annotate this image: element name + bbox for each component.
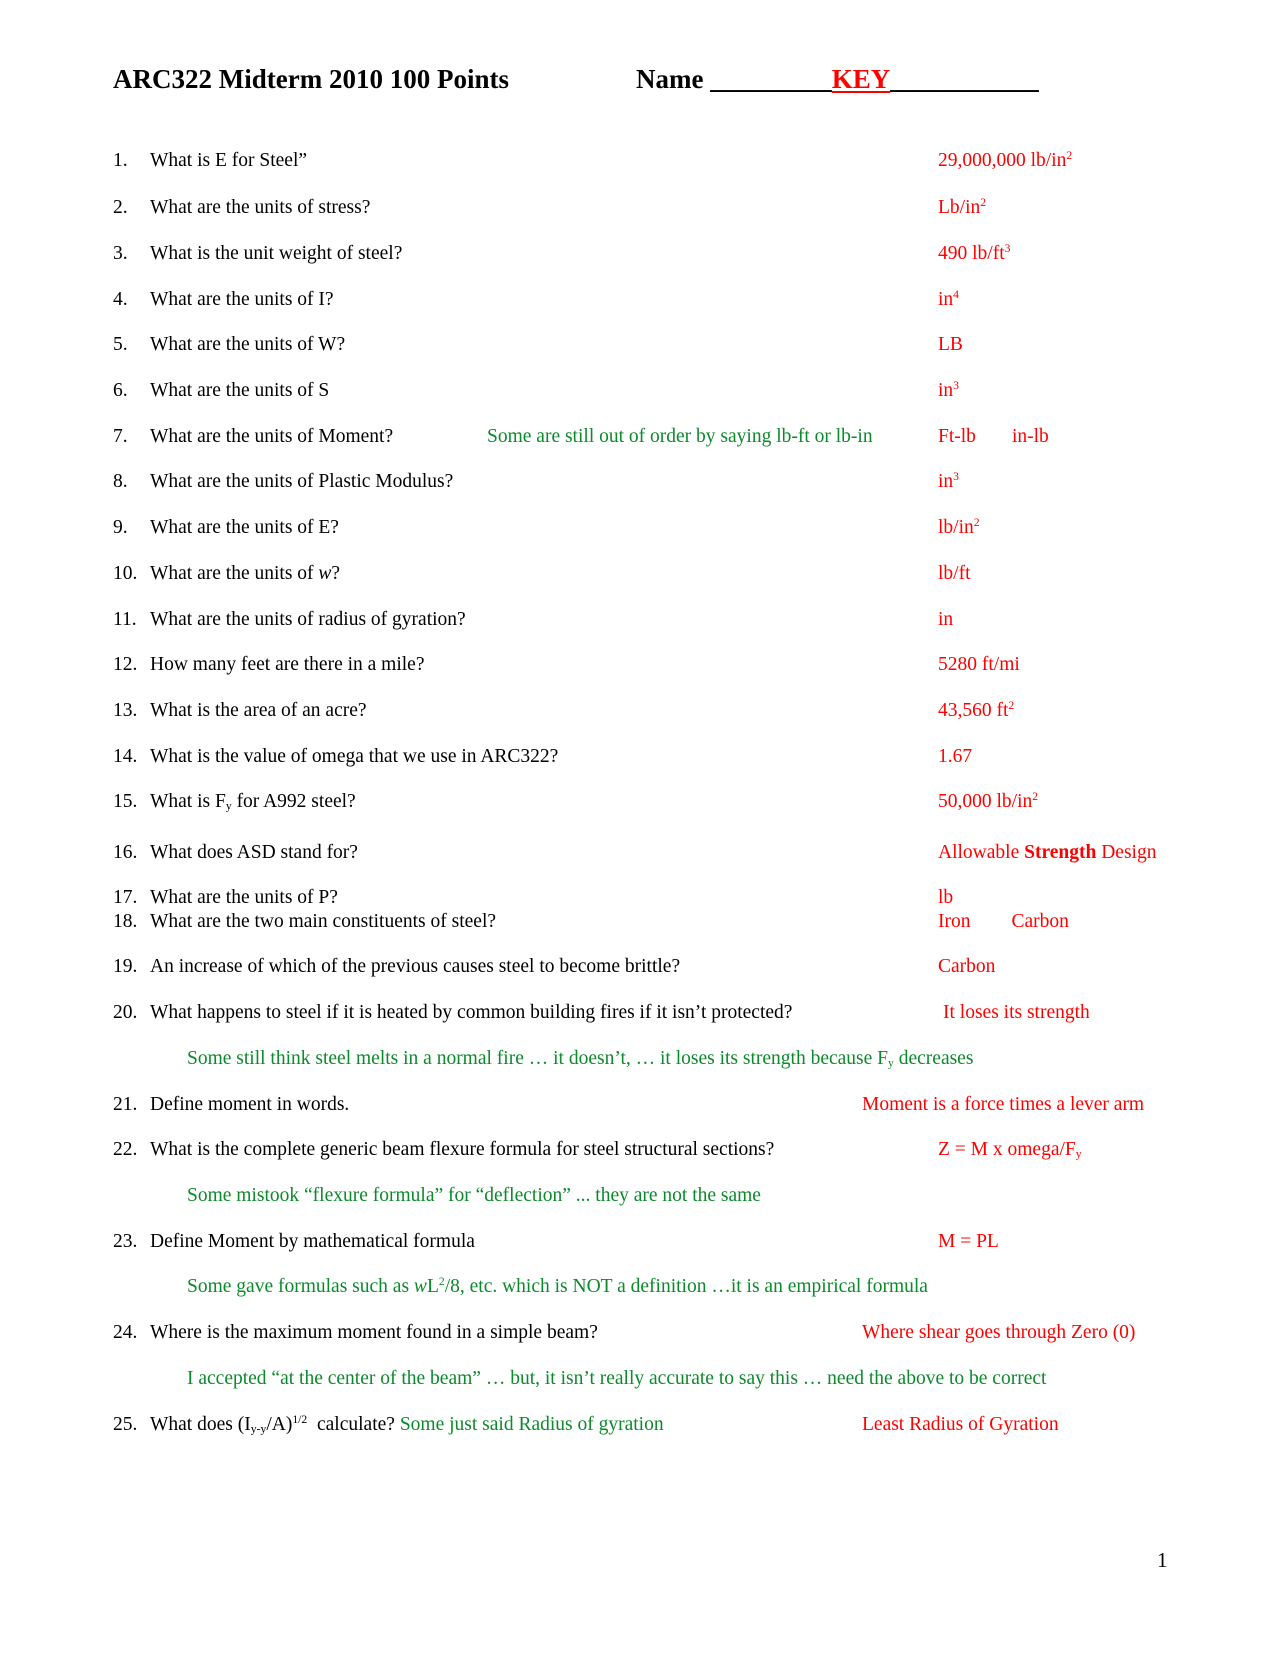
- question-text: What are the units of E?: [150, 517, 339, 538]
- question-text: What are the units of Plastic Modulus?: [150, 471, 454, 492]
- question-number: 12.: [113, 654, 138, 675]
- question-number: 17.: [113, 887, 138, 908]
- question-number: 25.: [113, 1414, 138, 1435]
- answer: 490 $lb/ft^3$: [938, 241, 1011, 264]
- question-text: What are the units of Moment?: [150, 426, 394, 447]
- question-text: What is the area of an acre?: [150, 700, 367, 721]
- question-text: What are the units of radius of gyration?: [150, 609, 466, 630]
- question-number: 16.: [113, 842, 138, 863]
- question-text: What is the value of omega that we use in ARC322?: [150, 746, 559, 767]
- question-number: 5.: [113, 334, 128, 355]
- question-text: What are the units of W?: [150, 334, 346, 355]
- answer: Ft-lb in-lb: [938, 426, 1049, 447]
- answer: Iron Carbon: [938, 911, 1069, 932]
- answer: 29,000,000 $lb/in^2$: [938, 148, 1073, 171]
- question-text: What is the unit weight of steel?: [150, 243, 403, 264]
- answer: M = PL: [938, 1231, 999, 1252]
- question-text: What are the units of I?: [150, 289, 334, 310]
- grader-note: Some are still out of order by saying lb-ft or lb-in: [487, 426, 873, 447]
- question-number: 3.: [113, 243, 128, 264]
- page-header: [113, 64, 1039, 95]
- key-label: KEY: [831, 64, 891, 94]
- question-text: What does ASD stand for?: [150, 842, 358, 863]
- question-number: 8.: [113, 471, 128, 492]
- answer: Least Radius of Gyration: [862, 1414, 1059, 1435]
- grader-note-20: Some still think steel melts in a normal fire … it doesn’t, … it loses its strength because $F_y$ decreases: [187, 1048, 974, 1070]
- question-number: 7.: [113, 426, 128, 447]
- question-number: 19.: [113, 956, 138, 977]
- answer: lb/ft: [938, 563, 971, 584]
- question-number: 23.: [113, 1231, 138, 1252]
- question-number: 4.: [113, 289, 128, 310]
- answer: Where shear goes through Zero (0): [862, 1322, 1136, 1343]
- question-text: Where is the maximum moment found in a simple beam?: [150, 1322, 598, 1343]
- grader-note-23: Some gave formulas such as $wL^2/8$, etc. which is NOT a definition …it is an empirical formula: [187, 1274, 928, 1297]
- question-number: 13.: [113, 700, 138, 721]
- question-text: How many feet are there in a mile?: [150, 654, 425, 675]
- name-blank-before: _________: [710, 64, 832, 94]
- question-number: 20.: [113, 1002, 138, 1023]
- answer: in: [938, 609, 954, 630]
- question-number: 10.: [113, 563, 138, 584]
- question-text: What is the complete generic beam flexure formula for steel structural sections?: [150, 1139, 775, 1160]
- grader-note-22: Some mistook “flexure formula” for “deflection” ... they are not the same: [187, 1185, 761, 1206]
- answer: 43,560 $ft^2$: [938, 698, 1015, 721]
- answer: $in^3$: [938, 469, 960, 492]
- question-text: What is $F_y$ for A992 steel?: [150, 791, 356, 813]
- name-line: [636, 64, 1039, 95]
- answer: $lb/in^2$: [938, 515, 980, 538]
- answer: LB: [938, 334, 963, 355]
- answer: It loses its strength: [943, 1002, 1090, 1023]
- question-number: 14.: [113, 746, 138, 767]
- answer: Moment is a force times a lever arm: [862, 1094, 1145, 1115]
- answer: 5280 ft/mi: [938, 654, 1020, 675]
- answer: 1.67: [938, 746, 973, 767]
- answer: $in^3$: [938, 378, 960, 401]
- question-text: What does $(I_{y-y}/A)^{1/2}$ calculate? Some just said Radius of gyration: [150, 1412, 664, 1436]
- question-text: Define Moment by mathematical formula: [150, 1231, 475, 1252]
- answer: $Lb/in^2$: [938, 195, 987, 218]
- question-number: 21.: [113, 1094, 138, 1115]
- question-text: What is E for Steel”: [150, 150, 308, 171]
- question-text: What are the units of S: [150, 380, 330, 401]
- name-blank-after: ___________: [890, 64, 1039, 94]
- exam-title: ARC322 Midterm 2010 100 Points: [113, 64, 509, 94]
- question-number: 24.: [113, 1322, 138, 1343]
- question-text: What are the units of w?: [150, 563, 341, 584]
- answer: Z = M x omega/$F_y$: [938, 1139, 1082, 1161]
- answer: lb: [938, 887, 954, 908]
- question-number: 6.: [113, 380, 128, 401]
- question-text: What are the units of stress?: [150, 197, 371, 218]
- question-number: 22.: [113, 1139, 138, 1160]
- question-number: 15.: [113, 791, 138, 812]
- name-label: Name: [636, 64, 704, 94]
- grader-note: Some just said Radius of gyration: [394, 1414, 664, 1435]
- question-number: 18.: [113, 911, 138, 932]
- answer: Allowable Strength Design: [938, 842, 1157, 863]
- question-number: 11.: [113, 609, 137, 630]
- question-text: Define moment in words.: [150, 1094, 350, 1115]
- question-number: 9.: [113, 517, 128, 538]
- answer: Carbon: [938, 956, 996, 977]
- question-text: What are the units of P?: [150, 887, 338, 908]
- question-text: An increase of which of the previous causes steel to become brittle?: [150, 956, 681, 977]
- question-text: What are the two main constituents of steel?: [150, 911, 497, 932]
- question-number: 2.: [113, 197, 128, 218]
- page-number: 1: [1157, 1548, 1168, 1572]
- grader-note-24: I accepted “at the center of the beam” … but, it isn’t really accurate to say this … need the above to be correct: [187, 1368, 1047, 1389]
- question-number: 1.: [113, 150, 128, 171]
- answer: $in^4$: [938, 287, 960, 310]
- answer: 50,000 $lb/in^2$: [938, 789, 1039, 812]
- question-text: What happens to steel if it is heated by common building fires if it isn’t protected?: [150, 1002, 793, 1023]
